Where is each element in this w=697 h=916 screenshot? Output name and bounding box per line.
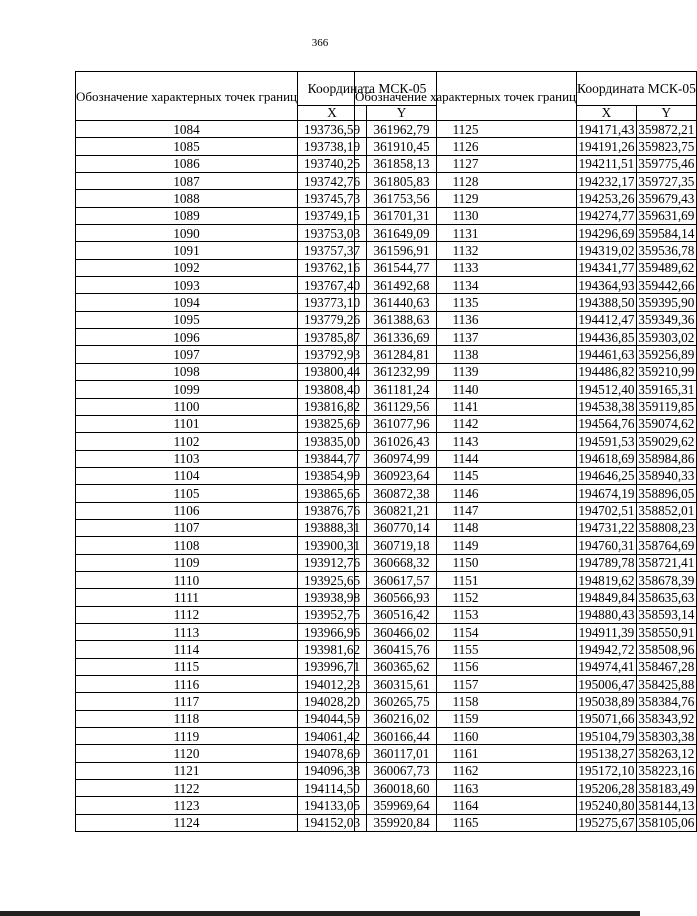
- x-coordinate-cell: 194436,85: [578, 329, 635, 345]
- x-coordinate-cell: 193938,98: [298, 589, 367, 606]
- point-number-cell: 1122: [76, 780, 298, 797]
- y-coordinate-cell: 358808,23: [638, 520, 695, 536]
- y-coordinate-cell: 358303,38: [638, 728, 695, 744]
- y-coordinate-cell: 358467,28: [638, 659, 695, 675]
- y-coordinate-cell: 361858,13: [367, 155, 437, 172]
- y-coordinate-cell: 361440,63: [367, 294, 437, 311]
- x-coordinate-cell: 195104,79: [578, 728, 635, 744]
- x-coordinate-cell: 194232,17: [578, 173, 635, 189]
- x-coordinate-cell: 193865,65: [298, 485, 367, 502]
- point-number-cell: 1139: [355, 363, 577, 380]
- x-coordinate-cell: 194412,47: [578, 312, 635, 328]
- y-coordinate-cell: 360566,93: [367, 589, 437, 606]
- table-row: [355, 814, 697, 831]
- table-row: [355, 225, 697, 242]
- point-number-cell: 1133: [355, 259, 577, 276]
- point-number-cell: 1129: [355, 190, 577, 207]
- coord-system-header: Координата МСК-05: [577, 72, 697, 106]
- y-coordinate-cell: 361649,09: [367, 225, 437, 242]
- table-row: [355, 762, 697, 779]
- x-coordinate-cell: 194078,69: [298, 745, 367, 762]
- point-number-cell: 1098: [76, 363, 298, 380]
- y-column-header: Y: [367, 106, 437, 121]
- table-row: [355, 277, 697, 294]
- point-number-cell: 1124: [76, 814, 298, 831]
- table-row: [355, 710, 697, 727]
- y-coordinate-cell: 360315,61: [367, 676, 437, 693]
- point-number-cell: 1091: [76, 242, 298, 259]
- y-coordinate-cell: 359536,78: [638, 242, 695, 258]
- y-coordinate-cell: 360067,73: [367, 762, 437, 779]
- y-coordinate-cell: 359489,62: [638, 260, 695, 276]
- x-coordinate-cell: 194364,93: [578, 277, 635, 293]
- x-coordinate-cell: 194942,72: [578, 641, 635, 657]
- point-number-cell: 1084: [76, 121, 298, 138]
- y-coordinate-cell: 358425,88: [638, 676, 695, 692]
- table-row: [355, 242, 697, 259]
- point-number-cell: 1126: [355, 138, 577, 155]
- point-number-cell: 1106: [76, 502, 298, 519]
- x-coordinate-cell: 193816,82: [298, 398, 367, 415]
- point-number-cell: 1142: [355, 415, 577, 432]
- y-coordinate-cell: 360719,18: [367, 537, 437, 554]
- point-number-cell: 1137: [355, 329, 577, 346]
- table-row: [355, 571, 697, 588]
- y-coordinate-cell: 361284,81: [367, 346, 437, 363]
- point-number-cell: 1125: [355, 121, 577, 138]
- table-row: [355, 155, 697, 172]
- y-coordinate-cell: 359442,66: [638, 277, 695, 293]
- x-coordinate-cell: 193808,40: [298, 381, 367, 398]
- y-coordinate-cell: 361077,96: [367, 415, 437, 432]
- y-coordinate-cell: 358593,14: [638, 607, 695, 623]
- table-row: [355, 641, 697, 658]
- point-number-cell: 1118: [76, 710, 298, 727]
- y-coordinate-cell: 360415,76: [367, 641, 437, 658]
- table-row: [355, 467, 697, 484]
- point-number-cell: 1156: [355, 658, 577, 675]
- point-number-cell: 1141: [355, 398, 577, 415]
- y-coordinate-cell: 360466,02: [367, 623, 437, 640]
- point-number-cell: 1144: [355, 450, 577, 467]
- table-row: [355, 190, 697, 207]
- point-number-cell: 1163: [355, 780, 577, 797]
- y-coordinate-cell: 358223,16: [638, 763, 695, 779]
- x-coordinate-cell: 194512,40: [578, 381, 635, 397]
- x-coordinate-cell: 193981,62: [298, 641, 367, 658]
- y-coordinate-cell: 361701,31: [367, 207, 437, 224]
- point-number-cell: 1149: [355, 537, 577, 554]
- x-coordinate-cell: 194702,51: [578, 503, 635, 519]
- x-coordinate-cell: 194564,76: [578, 416, 635, 432]
- y-coordinate-cell: 360365,62: [367, 658, 437, 675]
- point-number-cell: 1128: [355, 173, 577, 190]
- point-number-cell: 1153: [355, 606, 577, 623]
- point-number-cell: 1114: [76, 641, 298, 658]
- table-row: [355, 485, 697, 502]
- y-coordinate-cell: 358764,69: [638, 537, 695, 553]
- point-label-header: Обозначение характерных точек границ: [76, 72, 298, 121]
- point-number-cell: 1130: [355, 207, 577, 224]
- y-coordinate-cell: 359395,90: [638, 295, 695, 310]
- point-number-cell: 1151: [355, 571, 577, 588]
- x-coordinate-cell: 193800,44: [298, 363, 367, 380]
- point-number-cell: 1134: [355, 277, 577, 294]
- point-number-cell: 1164: [355, 797, 577, 814]
- x-coordinate-cell: 194646,25: [578, 468, 635, 484]
- x-coordinate-cell: 193900,31: [298, 537, 367, 554]
- point-number-cell: 1094: [76, 294, 298, 311]
- table-row: [355, 745, 697, 762]
- y-coordinate-cell: 359119,85: [636, 398, 696, 415]
- table-row: [355, 433, 697, 450]
- point-number-cell: 1155: [355, 641, 577, 658]
- x-coordinate-cell: 195038,89: [578, 693, 635, 709]
- point-number-cell: 1143: [355, 433, 577, 450]
- x-coordinate-cell: 193952,75: [298, 606, 367, 623]
- point-number-cell: 1147: [355, 502, 577, 519]
- y-coordinate-cell: 358183,49: [638, 780, 695, 796]
- x-coordinate-cell: 194911,39: [577, 623, 637, 640]
- point-number-cell: 1090: [76, 225, 298, 242]
- table-row: [355, 398, 697, 415]
- x-coordinate-cell: 194044,59: [298, 710, 367, 727]
- x-column-header: X: [577, 106, 637, 121]
- point-number-cell: 1132: [355, 242, 577, 259]
- table-row: [355, 121, 697, 138]
- table-row: [355, 329, 697, 346]
- y-coordinate-cell: 358550,91: [638, 624, 695, 640]
- table-row: [355, 554, 697, 571]
- y-coordinate-cell: 361129,56: [367, 398, 437, 415]
- x-coordinate-cell: 193736,59: [298, 121, 367, 138]
- x-coordinate-cell: 195006,47: [578, 676, 635, 692]
- point-number-cell: 1097: [76, 346, 298, 363]
- x-coordinate-cell: 194461,63: [578, 347, 635, 363]
- x-coordinate-cell: 194171,43: [578, 121, 635, 137]
- point-number-cell: 1086: [76, 155, 298, 172]
- x-coordinate-cell: 194388,50: [578, 295, 635, 310]
- y-coordinate-cell: 359210,99: [638, 364, 695, 380]
- y-coordinate-cell: 361805,83: [367, 173, 437, 190]
- y-coordinate-cell: 361388,63: [367, 311, 437, 328]
- y-coordinate-cell: 359256,89: [638, 347, 695, 363]
- point-number-cell: 1085: [76, 138, 298, 155]
- point-number-cell: 1101: [76, 415, 298, 432]
- x-coordinate-cell: 194096,38: [298, 762, 367, 779]
- point-number-cell: 1105: [76, 485, 298, 502]
- table-row: [355, 589, 697, 606]
- x-coordinate-cell: 194253,26: [578, 190, 635, 206]
- y-coordinate-cell: 359679,43: [638, 190, 695, 206]
- x-coordinate-cell: 194274,77: [578, 208, 635, 224]
- y-coordinate-cell: 361026,43: [367, 433, 437, 450]
- y-coordinate-cell: 358144,13: [638, 797, 695, 813]
- point-number-cell: 1160: [355, 728, 577, 745]
- y-coordinate-cell: 361336,69: [367, 329, 437, 346]
- y-coordinate-cell: 359074,62: [638, 416, 695, 432]
- point-number-cell: 1121: [76, 762, 298, 779]
- x-coordinate-cell: 193779,26: [298, 311, 367, 328]
- y-coordinate-cell: 360923,64: [367, 467, 437, 484]
- point-number-cell: 1115: [76, 658, 298, 675]
- y-coordinate-cell: 358635,63: [638, 589, 695, 605]
- y-coordinate-cell: 358384,76: [638, 693, 695, 709]
- x-coordinate-cell: 194296,69: [578, 225, 635, 241]
- point-number-cell: 1096: [76, 329, 298, 346]
- table-row: [355, 537, 697, 554]
- x-coordinate-cell: 194061,42: [298, 728, 367, 745]
- x-coordinate-cell: 193888,31: [298, 519, 367, 536]
- y-coordinate-cell: 360821,21: [367, 502, 437, 519]
- point-number-cell: 1099: [76, 381, 298, 398]
- point-number-cell: 1135: [355, 294, 577, 311]
- point-number-cell: 1120: [76, 745, 298, 762]
- y-column-header: Y: [636, 106, 696, 121]
- y-coordinate-cell: 360265,75: [367, 693, 437, 710]
- x-coordinate-cell: 194618,69: [578, 451, 635, 467]
- table-row: [355, 606, 697, 623]
- y-coordinate-cell: 360216,02: [367, 710, 437, 727]
- y-coordinate-cell: 358678,39: [638, 572, 695, 588]
- table-body-right: [355, 121, 697, 832]
- table-row: [355, 728, 697, 745]
- y-coordinate-cell: 360872,38: [367, 485, 437, 502]
- y-coordinate-cell: 361910,45: [367, 138, 437, 155]
- y-coordinate-cell: 359584,14: [638, 225, 695, 241]
- x-coordinate-cell: 193738,19: [298, 138, 367, 155]
- point-number-cell: 1146: [355, 485, 577, 502]
- point-number-cell: 1161: [355, 745, 577, 762]
- table-row: [355, 207, 697, 224]
- point-number-cell: 1087: [76, 173, 298, 190]
- x-coordinate-cell: 193854,99: [298, 467, 367, 484]
- table-row: [355, 294, 697, 311]
- x-coordinate-cell: 195275,67: [578, 815, 635, 831]
- x-coordinate-cell: 194849,84: [578, 589, 635, 605]
- y-coordinate-cell: 360117,01: [367, 745, 437, 762]
- y-coordinate-cell: 358105,06: [638, 815, 695, 831]
- x-coordinate-cell: 194880,43: [578, 607, 635, 623]
- x-coordinate-cell: 193876,76: [298, 502, 367, 519]
- point-number-cell: 1159: [355, 710, 577, 727]
- x-coordinate-cell: 194760,31: [578, 537, 635, 553]
- point-number-cell: 1103: [76, 450, 298, 467]
- coord-system-header: Координата МСК-05: [298, 72, 437, 106]
- table-row: [355, 502, 697, 519]
- table-row: [355, 138, 697, 155]
- y-coordinate-cell: 360974,99: [367, 450, 437, 467]
- x-coordinate-cell: 194114,50: [298, 780, 367, 797]
- x-coordinate-cell: 193742,76: [298, 173, 367, 190]
- y-coordinate-cell: 359823,75: [638, 138, 695, 154]
- point-number-cell: 1148: [355, 519, 577, 536]
- y-coordinate-cell: 358940,33: [638, 468, 695, 484]
- x-coordinate-cell: 193825,69: [298, 415, 367, 432]
- x-coordinate-cell: 193996,71: [298, 658, 367, 675]
- point-number-cell: 1107: [76, 519, 298, 536]
- y-coordinate-cell: 360018,60: [367, 780, 437, 797]
- table-row: [355, 381, 697, 398]
- scan-bottom-edge: [0, 911, 640, 916]
- y-coordinate-cell: 359029,62: [638, 433, 695, 449]
- y-coordinate-cell: 360516,42: [367, 606, 437, 623]
- point-number-cell: 1111: [76, 589, 298, 606]
- x-coordinate-cell: 193753,03: [298, 225, 367, 242]
- x-coordinate-cell: 193773,10: [298, 294, 367, 311]
- x-coordinate-cell: 193792,93: [298, 346, 367, 363]
- point-number-cell: 1112: [76, 606, 298, 623]
- x-coordinate-cell: 194341,77: [578, 260, 635, 276]
- point-number-cell: 1110: [76, 571, 298, 588]
- point-number-cell: 1136: [355, 311, 577, 328]
- point-number-cell: 1104: [76, 467, 298, 484]
- y-coordinate-cell: 361753,56: [367, 190, 437, 207]
- page-number: 366: [311, 37, 329, 49]
- y-coordinate-cell: 360617,57: [367, 571, 437, 588]
- x-coordinate-cell: 193912,76: [298, 554, 367, 571]
- x-coordinate-cell: 194789,78: [578, 555, 635, 571]
- y-coordinate-cell: 359872,21: [638, 121, 695, 137]
- x-coordinate-cell: 194319,02: [578, 242, 635, 258]
- y-coordinate-cell: 361232,99: [367, 363, 437, 380]
- table-row: [355, 311, 697, 328]
- y-coordinate-cell: 359775,46: [638, 156, 695, 172]
- x-coordinate-cell: 193966,96: [298, 623, 367, 640]
- point-number-cell: 1123: [76, 797, 298, 814]
- x-coordinate-cell: 194152,03: [298, 814, 367, 831]
- coordinates-table-right: [354, 71, 697, 832]
- point-number-cell: 1089: [76, 207, 298, 224]
- x-coordinate-cell: 193785,87: [298, 329, 367, 346]
- x-coordinate-cell: 195071,66: [578, 711, 635, 727]
- x-coordinate-cell: 193749,15: [298, 207, 367, 224]
- y-coordinate-cell: 358508,96: [638, 641, 695, 657]
- x-coordinate-cell: 195206,28: [578, 780, 635, 796]
- x-coordinate-cell: 194819,62: [578, 572, 635, 588]
- y-coordinate-cell: 361544,77: [367, 259, 437, 276]
- y-coordinate-cell: 361181,24: [367, 381, 437, 398]
- y-coordinate-cell: 359303,02: [638, 329, 695, 345]
- y-coordinate-cell: 361492,68: [367, 277, 437, 294]
- point-number-cell: 1138: [355, 346, 577, 363]
- point-number-cell: 1100: [76, 398, 298, 415]
- y-coordinate-cell: 358343,92: [638, 711, 695, 727]
- point-number-cell: 1157: [355, 676, 577, 693]
- table-row: [355, 259, 697, 276]
- point-number-cell: 1113: [76, 623, 298, 640]
- point-number-cell: 1162: [355, 762, 577, 779]
- point-number-cell: 1119: [76, 728, 298, 745]
- x-coordinate-cell: 194974,41: [578, 659, 635, 675]
- table-row: [355, 780, 697, 797]
- x-coordinate-cell: 195172,10: [578, 763, 635, 779]
- point-number-cell: 1150: [355, 554, 577, 571]
- y-coordinate-cell: 358263,12: [638, 745, 695, 761]
- point-number-cell: 1158: [355, 693, 577, 710]
- y-coordinate-cell: 358984,86: [638, 451, 695, 467]
- point-number-cell: 1152: [355, 589, 577, 606]
- point-number-cell: 1165: [355, 814, 577, 831]
- table-row: [355, 346, 697, 363]
- y-coordinate-cell: 359969,64: [367, 797, 437, 814]
- x-coordinate-cell: 193745,73: [298, 190, 367, 207]
- y-coordinate-cell: 359920,84: [367, 814, 437, 831]
- x-coordinate-cell: 194211,51: [577, 155, 637, 172]
- table-row: [355, 450, 697, 467]
- point-number-cell: 1140: [355, 381, 577, 398]
- x-coordinate-cell: 194486,82: [578, 364, 635, 380]
- x-coordinate-cell: 194012,23: [298, 676, 367, 693]
- point-number-cell: 1145: [355, 467, 577, 484]
- y-coordinate-cell: 358721,41: [638, 555, 695, 571]
- y-coordinate-cell: 361962,79: [367, 121, 437, 138]
- y-coordinate-cell: 358852,01: [638, 503, 695, 519]
- y-coordinate-cell: 360770,14: [367, 519, 437, 536]
- table-row: [355, 519, 697, 536]
- x-coordinate-cell: 194591,53: [578, 433, 635, 449]
- x-coordinate-cell: 193844,77: [298, 450, 367, 467]
- table-row: [355, 676, 697, 693]
- point-number-cell: 1109: [76, 554, 298, 571]
- table-row: [355, 415, 697, 432]
- x-coordinate-cell: 195138,27: [578, 745, 635, 761]
- x-coordinate-cell: 193925,65: [298, 571, 367, 588]
- y-coordinate-cell: 359727,35: [638, 173, 695, 189]
- point-number-cell: 1092: [76, 259, 298, 276]
- y-coordinate-cell: 361596,91: [367, 242, 437, 259]
- x-coordinate-cell: 194731,22: [578, 520, 635, 536]
- y-coordinate-cell: 360668,32: [367, 554, 437, 571]
- y-coordinate-cell: 358896,05: [638, 485, 695, 501]
- table-row: [355, 658, 697, 675]
- x-column-header: X: [298, 106, 367, 121]
- y-coordinate-cell: 359631,69: [638, 208, 695, 224]
- point-number-cell: 1117: [76, 693, 298, 710]
- table-row: [355, 797, 697, 814]
- point-number-cell: 1108: [76, 537, 298, 554]
- x-coordinate-cell: 194028,20: [298, 693, 367, 710]
- x-coordinate-cell: 193767,40: [298, 277, 367, 294]
- point-number-cell: 1131: [355, 225, 577, 242]
- y-coordinate-cell: 359165,31: [638, 381, 695, 397]
- point-number-cell: 1102: [76, 433, 298, 450]
- x-coordinate-cell: 193757,37: [298, 242, 367, 259]
- point-number-cell: 1095: [76, 311, 298, 328]
- table-row: [355, 693, 697, 710]
- point-number-cell: 1093: [76, 277, 298, 294]
- point-number-cell: 1127: [355, 155, 577, 172]
- x-coordinate-cell: 194191,26: [578, 138, 635, 154]
- point-number-cell: 1116: [76, 676, 298, 693]
- x-coordinate-cell: 194133,05: [298, 797, 367, 814]
- table-row: [355, 623, 697, 640]
- point-number-cell: 1154: [355, 623, 577, 640]
- point-label-header: Обозначение характерных точек границ: [355, 72, 577, 121]
- table-row: [355, 363, 697, 380]
- table-row: [355, 173, 697, 190]
- point-number-cell: 1088: [76, 190, 298, 207]
- x-coordinate-cell: 193762,16: [298, 259, 367, 276]
- y-coordinate-cell: 359349,36: [638, 312, 695, 328]
- x-coordinate-cell: 195240,80: [578, 797, 635, 813]
- x-coordinate-cell: 193835,00: [298, 433, 367, 450]
- y-coordinate-cell: 360166,44: [367, 728, 437, 745]
- x-coordinate-cell: 194674,19: [578, 485, 635, 501]
- x-coordinate-cell: 194538,38: [578, 399, 635, 415]
- x-coordinate-cell: 193740,25: [298, 155, 367, 172]
